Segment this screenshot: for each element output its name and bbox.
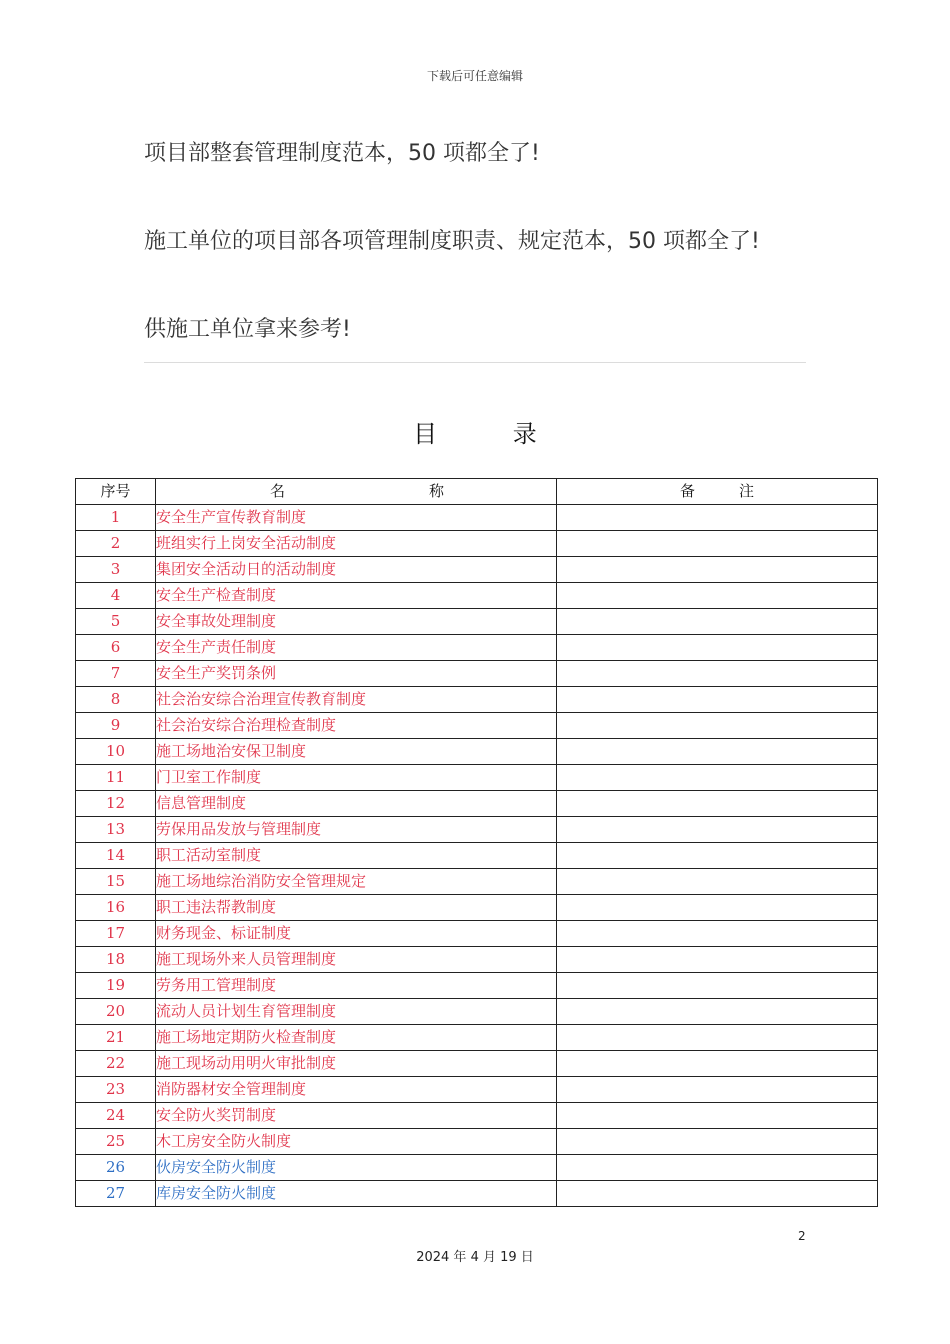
toc-row-title: 伙房安全防火制度 [156,1155,557,1181]
toc-row-note [557,713,878,739]
toc-row-number: 19 [76,973,156,999]
toc-row-title: 财务现金、标证制度 [156,921,557,947]
toc-row [76,921,878,947]
toc-row [76,765,878,791]
toc-row-note [557,921,878,947]
toc-row-title: 社会治安综合治理检查制度 [156,713,557,739]
header-name [156,479,557,505]
toc-row-title: 流动人员计划生育管理制度 [156,999,557,1025]
toc-row [76,739,878,765]
toc-row-number: 25 [76,1129,156,1155]
toc-row-note [557,635,878,661]
toc-row-number: 11 [76,765,156,791]
toc-row-note [557,1155,878,1181]
toc-row-number: 20 [76,999,156,1025]
toc-row-title: 安全生产奖罚条例 [156,661,557,687]
toc-row-title: 安全生产检查制度 [156,583,557,609]
intro-line-3: 供施工单位拿来参考! [144,317,351,342]
toc-row-number: 26 [76,1155,156,1181]
toc-header-row [76,479,878,505]
toc-row-note [557,765,878,791]
toc-row-title: 职工违法帮教制度 [156,895,557,921]
toc-row-title: 施工现场动用明火审批制度 [156,1051,557,1077]
toc-row-number: 24 [76,1103,156,1129]
toc-row [76,583,878,609]
toc-row [76,1103,878,1129]
toc-row-title: 安全防火奖罚制度 [156,1103,557,1129]
toc-row-note [557,1181,878,1207]
intro-line-1: 项目部整套管理制度范本，50 项都全了! [144,141,540,166]
toc-row-note [557,1077,878,1103]
toc-body [76,505,878,1207]
toc-row-note [557,973,878,999]
toc-row-number: 9 [76,713,156,739]
toc-row-number: 3 [76,557,156,583]
toc-row-note [557,843,878,869]
toc-row-number: 27 [76,1181,156,1207]
toc-row-note [557,999,878,1025]
toc-row [76,713,878,739]
toc-row-note [557,505,878,531]
toc-row [76,817,878,843]
toc-row-number: 13 [76,817,156,843]
toc-row-title: 施工场地综治消防安全管理规定 [156,869,557,895]
toc-row-number: 18 [76,947,156,973]
toc-row-note [557,687,878,713]
toc-row [76,505,878,531]
header-num: 序号 [76,479,156,505]
toc-row [76,1051,878,1077]
header-note-a: 备 [679,482,695,500]
toc-row-note [557,609,878,635]
toc-row-title: 木工房安全防火制度 [156,1129,557,1155]
toc-row [76,1129,878,1155]
toc-row-number: 12 [76,791,156,817]
toc-row-number: 8 [76,687,156,713]
page-date: 2024 年 4 月 19 日 [416,1250,534,1265]
toc-row-title: 集团安全活动日的活动制度 [156,557,557,583]
toc-row-number: 23 [76,1077,156,1103]
section-divider [144,362,806,363]
toc-row-number: 7 [76,661,156,687]
page-header-note: 下载后可任意编辑 [426,69,523,83]
toc-row-title: 职工活动室制度 [156,843,557,869]
toc-row [76,895,878,921]
toc-row-title: 消防器材安全管理制度 [156,1077,557,1103]
toc-row-title: 劳务用工管理制度 [156,973,557,999]
toc-row-title: 劳保用品发放与管理制度 [156,817,557,843]
toc-row-note [557,1103,878,1129]
toc-row-number: 15 [76,869,156,895]
toc-row-note [557,895,878,921]
toc-row-note [557,531,878,557]
toc-row-title: 班组实行上岗安全活动制度 [156,531,557,557]
toc-row-number: 5 [76,609,156,635]
toc-row [76,1155,878,1181]
toc-row-number: 1 [76,505,156,531]
toc-row-note [557,869,878,895]
header-note [557,479,878,505]
toc-row-title: 安全生产宣传教育制度 [156,505,557,531]
toc-row-note [557,661,878,687]
toc-row [76,999,878,1025]
toc-row-note [557,817,878,843]
toc-row [76,687,878,713]
toc-row-number: 17 [76,921,156,947]
toc-row [76,791,878,817]
toc-row-note [557,791,878,817]
toc-row-number: 6 [76,635,156,661]
toc-row-number: 22 [76,1051,156,1077]
toc-row [76,1025,878,1051]
toc-row [76,947,878,973]
toc-row [76,557,878,583]
toc-row-title: 门卫室工作制度 [156,765,557,791]
toc-row-note [557,583,878,609]
toc-row-note [557,1051,878,1077]
intro-line-2: 施工单位的项目部各项管理制度职责、规定范本，50 项都全了! [144,229,760,254]
header-name-b: 称 [428,482,444,500]
toc-row-note [557,1025,878,1051]
toc-row-number: 10 [76,739,156,765]
toc-row [76,843,878,869]
toc-row-note [557,739,878,765]
header-note-b: 注 [739,482,755,500]
toc-row [76,661,878,687]
toc-row [76,531,878,557]
toc-row [76,869,878,895]
toc-row-number: 4 [76,583,156,609]
toc-title: 目 录 [413,420,571,448]
toc-row-number: 14 [76,843,156,869]
toc-row-title: 安全生产责任制度 [156,635,557,661]
toc-row [76,635,878,661]
toc-row-number: 16 [76,895,156,921]
toc-row-title: 施工场地治安保卫制度 [156,739,557,765]
toc-row-title: 库房安全防火制度 [156,1181,557,1207]
page-number: 2 [798,1229,806,1243]
toc-row-note [557,947,878,973]
toc-row [76,1077,878,1103]
toc-row-title: 安全事故处理制度 [156,609,557,635]
toc-row [76,609,878,635]
toc-row [76,1181,878,1207]
header-name-a: 名 [270,482,286,500]
toc-row-note [557,1129,878,1155]
toc-row-number: 2 [76,531,156,557]
toc-row-title: 信息管理制度 [156,791,557,817]
toc-table [75,478,878,1207]
toc-row-title: 施工现场外来人员管理制度 [156,947,557,973]
toc-row-note [557,557,878,583]
toc-row [76,973,878,999]
toc-row-title: 社会治安综合治理宣传教育制度 [156,687,557,713]
toc-row-title: 施工场地定期防火检查制度 [156,1025,557,1051]
toc-row-number: 21 [76,1025,156,1051]
